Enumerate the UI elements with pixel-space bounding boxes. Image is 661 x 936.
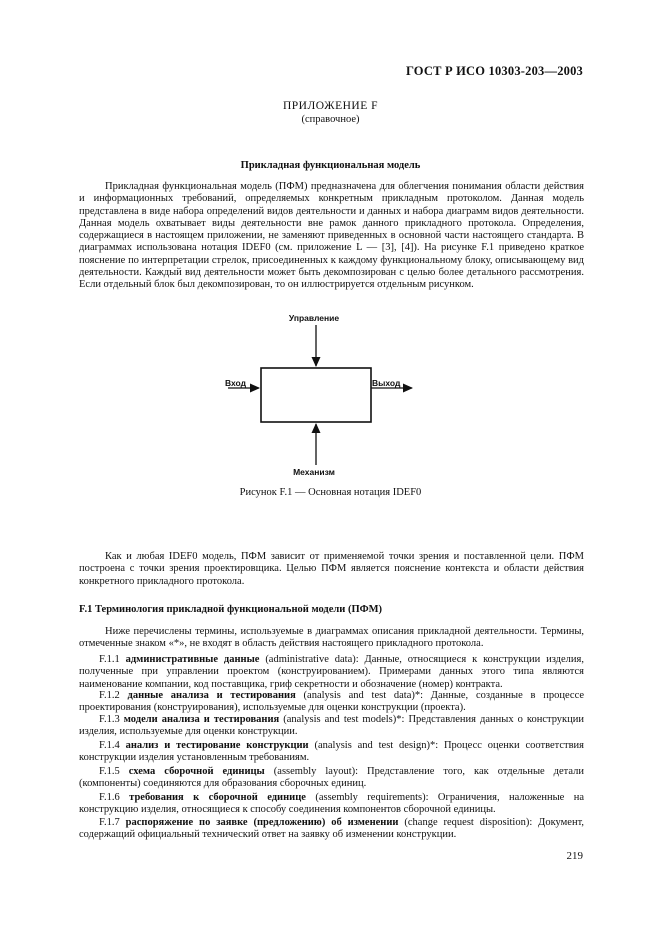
term-number: F.1.1 (99, 654, 120, 665)
term-name: распоряжение по заявке (предложению) об изменении (125, 817, 399, 828)
input-arrowhead (250, 384, 260, 393)
figure-caption: Рисунок F.1 — Основная нотация IDEF0 (239, 487, 422, 498)
term-definition: (assembly layout): Представление того, как отдельные детали (компоненты) соединяются для образования сборочных единиц. (79, 766, 585, 790)
term-definition: (analysis and test data)*: Данные, созданные в процессе проектирования (конструирования), используемые для оценки конструкции (проекта). (79, 690, 585, 714)
term-number: F.1.7 (99, 817, 120, 828)
document-header: ГОСТ Р ИСО 10303-203—2003 (405, 64, 583, 78)
output-label: Выход (372, 378, 401, 388)
term-name: модели анализа и тестирования (123, 714, 280, 725)
control-arrowhead (312, 357, 321, 367)
term-name: административные данные (125, 654, 260, 665)
term-definition: (change request disposition): Документ, содержащий официальный технический ответ на заявку об изменении конструкции. (79, 817, 585, 841)
term-entry (79, 740, 584, 765)
subsection-title: F.1 Терминология прикладной функциональной модели (ПФМ) (79, 604, 383, 615)
mechanism-label: Механизм (293, 467, 335, 477)
term-number: F.1.6 (99, 792, 120, 803)
term-definition: (administrative data): Данные, относящиеся к конструкции изделия, полученные при управлении проектом (конструированием). Примерами данных этого типа являются наименование компании, код поставщика, гриф секретности и обозначение (номер) контракта. (79, 654, 584, 690)
term-definition: (assembly requirements): Ограничения, наложенные на конструкцию изделия, относящиеся к способу соединения компонентов сборочной единицы. (79, 792, 585, 816)
term-name: требования к сборочной единице (129, 792, 306, 803)
appendix-note: (справочное) (301, 114, 360, 125)
term-number: F.1.2 (99, 690, 120, 701)
viewpoint-paragraph: Как и любая IDEF0 модель, ПФМ зависит от применяемой точки зрения и поставленной цели. ПФМ построена с точки зрения проектировщика. Целью ПФМ является пояснение контекста и области действия конкретного прикладного протокола. (79, 551, 584, 587)
term-entry (79, 792, 584, 817)
term-number: F.1.5 (99, 766, 120, 777)
term-number: F.1.4 (99, 740, 120, 751)
term-entry (79, 690, 584, 715)
term-name: анализ и тестирование конструкции (125, 740, 309, 751)
term-entry (79, 654, 584, 691)
control-label: Управление (288, 313, 340, 323)
term-definition: (analysis and test design)*: Процесс оценки соответствия конструкции изделия установленным требованиям. (79, 740, 585, 764)
term-entry (79, 714, 584, 739)
term-entry (79, 817, 584, 842)
page-number: 219 (566, 850, 583, 862)
terms-intro-paragraph: Ниже перечислены термины, используемые в диаграммах описания прикладной деятельности. Термины, отмеченные знаком «*», не входят в область действия настоящего прикладного протокола. (79, 626, 584, 650)
term-name: данные анализа и тестирования (127, 690, 296, 701)
input-label: Вход (225, 378, 247, 388)
section-title: Прикладная функциональная модель (240, 160, 421, 171)
term-entry (79, 766, 584, 791)
idef0-diagram (180, 305, 480, 480)
mechanism-arrowhead (312, 423, 321, 433)
function-block (261, 368, 371, 422)
term-number: F.1.3 (99, 714, 120, 725)
appendix-title: ПРИЛОЖЕНИЕ F (282, 100, 379, 112)
term-name: схема сборочной единицы (128, 766, 265, 777)
term-definition: (analysis and test models)*: Представления данных о конструкции изделия, используемые для оценки конструкции. (79, 714, 585, 738)
intro-paragraph: Прикладная функциональная модель (ПФМ) предназначена для облегчения понимания области действия и информационных требований, определяемых конкретным прикладным протоколом. Данная модель представлена в виде набора определений видов деятельности и данных и набора диаграмм видов деятельности. Данная модель охватывает виды деятельности вне рамок данного прикладного протокола. Определения, содержащиеся в настоящем приложении, не заменяют приведенных в основной части настоящего стандарта. В диаграммах использована нотация IDEF0 (см. приложение L — [3], [4]). На рисунке F.1 приведено краткое пояснение по интерпретации стрелок, присоединенных к каждому функциональному блоку, описывающему вид деятельности. Каждый вид деятельности может быть декомпозирован с целью более детального рассмотрения. Если отдельный блок был декомпозирован, то он иллюстрируется отдельным рисунком. (79, 181, 584, 291)
output-arrowhead (403, 384, 413, 393)
